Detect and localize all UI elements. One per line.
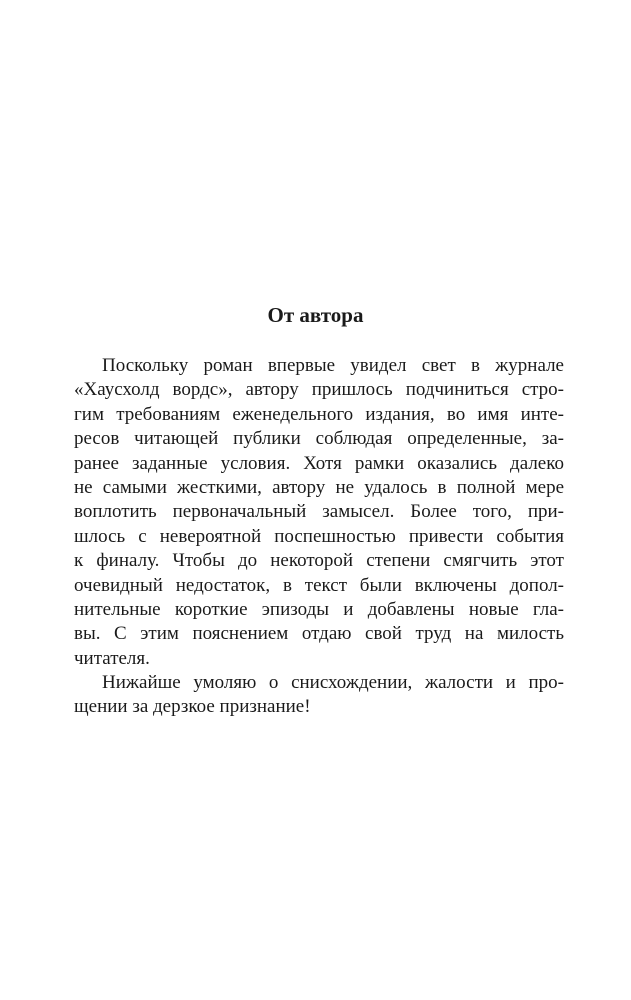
text-line: читателя. bbox=[74, 647, 150, 669]
section-heading: От автора bbox=[267, 303, 364, 327]
text-line: не самыми жесткими, автору не удалось в полной мере bbox=[74, 476, 564, 498]
text-line: к финалу. Чтобы до некоторой степени смягчить этот bbox=[74, 550, 564, 572]
text-line: нительные короткие эпизоды и добавлены новые гла- bbox=[74, 598, 564, 620]
text-line: воплотить первоначальный замысел. Более того, при- bbox=[74, 501, 564, 523]
text-line: вы. С этим пояснением отдаю свой труд на милость bbox=[74, 623, 564, 645]
body-text bbox=[74, 354, 564, 720]
text-line: Поскольку роман впервые увидел свет в журнале bbox=[102, 355, 564, 376]
text-line: шлось с невероятной поспешностью привести события bbox=[74, 525, 564, 547]
text-line: щении за дерзкое признание! bbox=[74, 696, 311, 718]
text-line: «Хаусхолд вордс», автору пришлось подчиниться стро- bbox=[74, 379, 564, 401]
text-line: очевидный недостаток, в текст были включены допол- bbox=[74, 574, 564, 596]
text-line: гим требованиям еженедельного издания, во имя инте- bbox=[74, 403, 564, 425]
text-line: ранее заданные условия. Хотя рамки оказались далеко bbox=[74, 452, 564, 474]
text-line: ресов читающей публики соблюдая определенные, за- bbox=[74, 428, 564, 450]
paragraph-1 bbox=[74, 354, 564, 671]
paragraph-2 bbox=[74, 671, 564, 720]
text-line: Нижайше умоляю о снисхождении, жалости и про- bbox=[102, 672, 564, 694]
